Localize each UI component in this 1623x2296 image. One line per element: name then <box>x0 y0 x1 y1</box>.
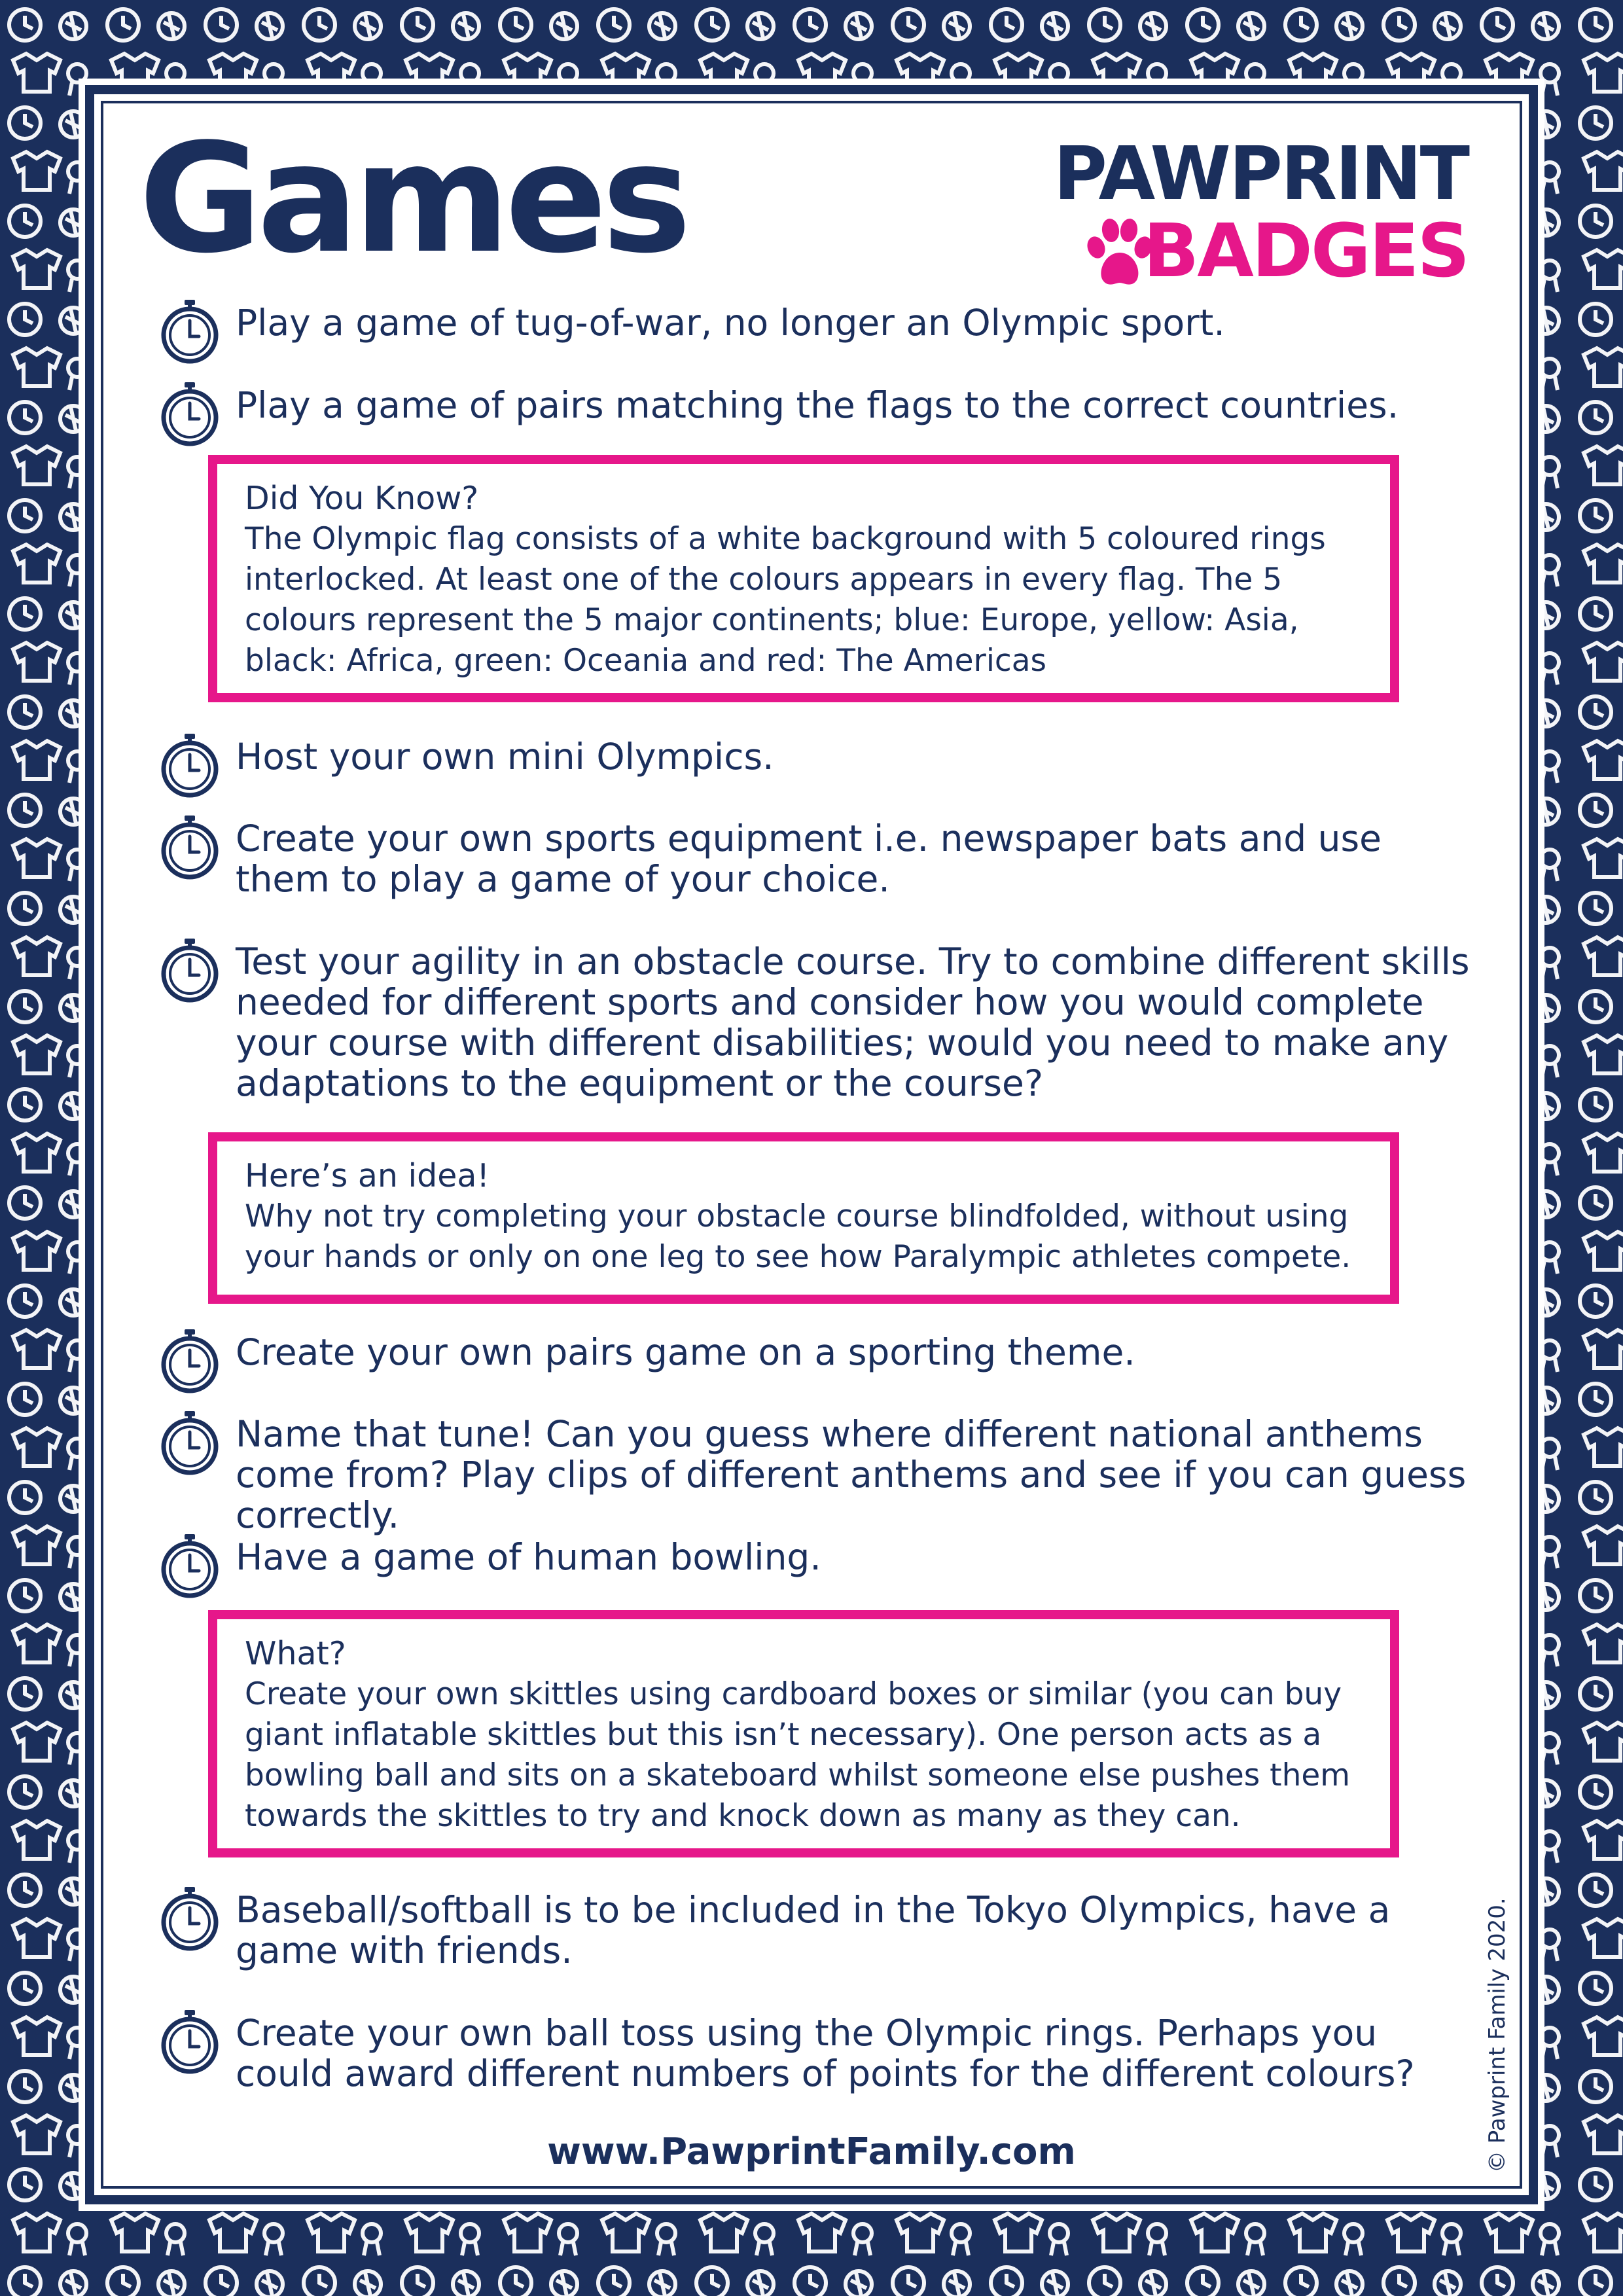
stopwatch-icon <box>157 1410 223 1475</box>
box-title: Did You Know? <box>245 480 479 517</box>
stopwatch-icon <box>157 814 223 880</box>
page-title: Games <box>139 112 687 287</box>
stopwatch-icon <box>157 298 223 364</box>
activity-text: Have a game of human bowling. <box>236 1536 821 1578</box>
did-you-know-box <box>208 455 1399 702</box>
what-box <box>208 1610 1399 1857</box>
stopwatch-icon <box>157 1886 223 1951</box>
stopwatch-icon <box>157 2009 223 2074</box>
idea-box <box>208 1132 1399 1304</box>
logo-wordmark-bottom: BADGES <box>1143 209 1468 294</box>
copyright-notice: © Pawprint Family 2020. <box>1484 1897 1510 2173</box>
stopwatch-icon <box>157 1533 223 1598</box>
box-text: Create your own skittles using cardboard boxes or similar (you can buy giant inflatable skittles but this isn’t necessary). One person acts as a bowling ball and sits on a skateboard whilst someone else pushes them towards the skittles to try and knock down as many as they can. <box>245 1676 1351 1834</box>
logo-wordmark-top: PAWPRINT <box>1053 132 1468 217</box>
box-title: What? <box>245 1635 346 1672</box>
activity-text: Play a game of pairs matching the flags to the correct countries. <box>236 384 1399 426</box>
box-title: Here’s an idea! <box>245 1157 490 1194</box>
activity-text: Name that tune! Can you guess where different national anthems come from? Play clips of different anthems and see if you can guess correctly. <box>236 1413 1467 1536</box>
stopwatch-icon <box>157 381 223 446</box>
activity-text: Baseball/softball is to be included in the Tokyo Olympics, have a game with friends. <box>236 1889 1391 1971</box>
box-text: Why not try completing your obstacle course blindfolded, without using your hands or only on one leg to see how Paralympic athletes compete. <box>245 1198 1351 1275</box>
activity-text: Create your own sports equipment i.e. newspaper bats and use them to play a game of your choice. <box>236 817 1382 900</box>
website-link[interactable]: www.PawprintFamily.com <box>547 2130 1076 2173</box>
stopwatch-icon <box>157 937 223 1003</box>
stopwatch-icon <box>157 732 223 798</box>
activity-text: Create your own ball toss using the Olympic rings. Perhaps you could award different numbers of points for the different colours? <box>236 2012 1415 2094</box>
activity-text: Test your agility in an obstacle course. Try to combine different skills needed for different sports and consider how you would complete your course with different disabilities; would you need to make any adaptations to the equipment or the course? <box>236 941 1470 1104</box>
activity-text: Create your own pairs game on a sporting theme. <box>236 1331 1135 1373</box>
pawprint-badges-logo <box>1053 132 1476 301</box>
stopwatch-icon <box>157 1328 223 1393</box>
activity-text: Host your own mini Olympics. <box>236 736 774 778</box>
box-text: The Olympic flag consists of a white background with 5 coloured rings interlocked. At least one of the colours appears in every flag. The 5 colours represent the 5 major continents; blue: Europe, yellow: Asia, black: Africa, green: Oceania and red: The Americas <box>245 521 1326 679</box>
activity-text: Play a game of tug-of-war, no longer an Olympic sport. <box>236 302 1225 344</box>
